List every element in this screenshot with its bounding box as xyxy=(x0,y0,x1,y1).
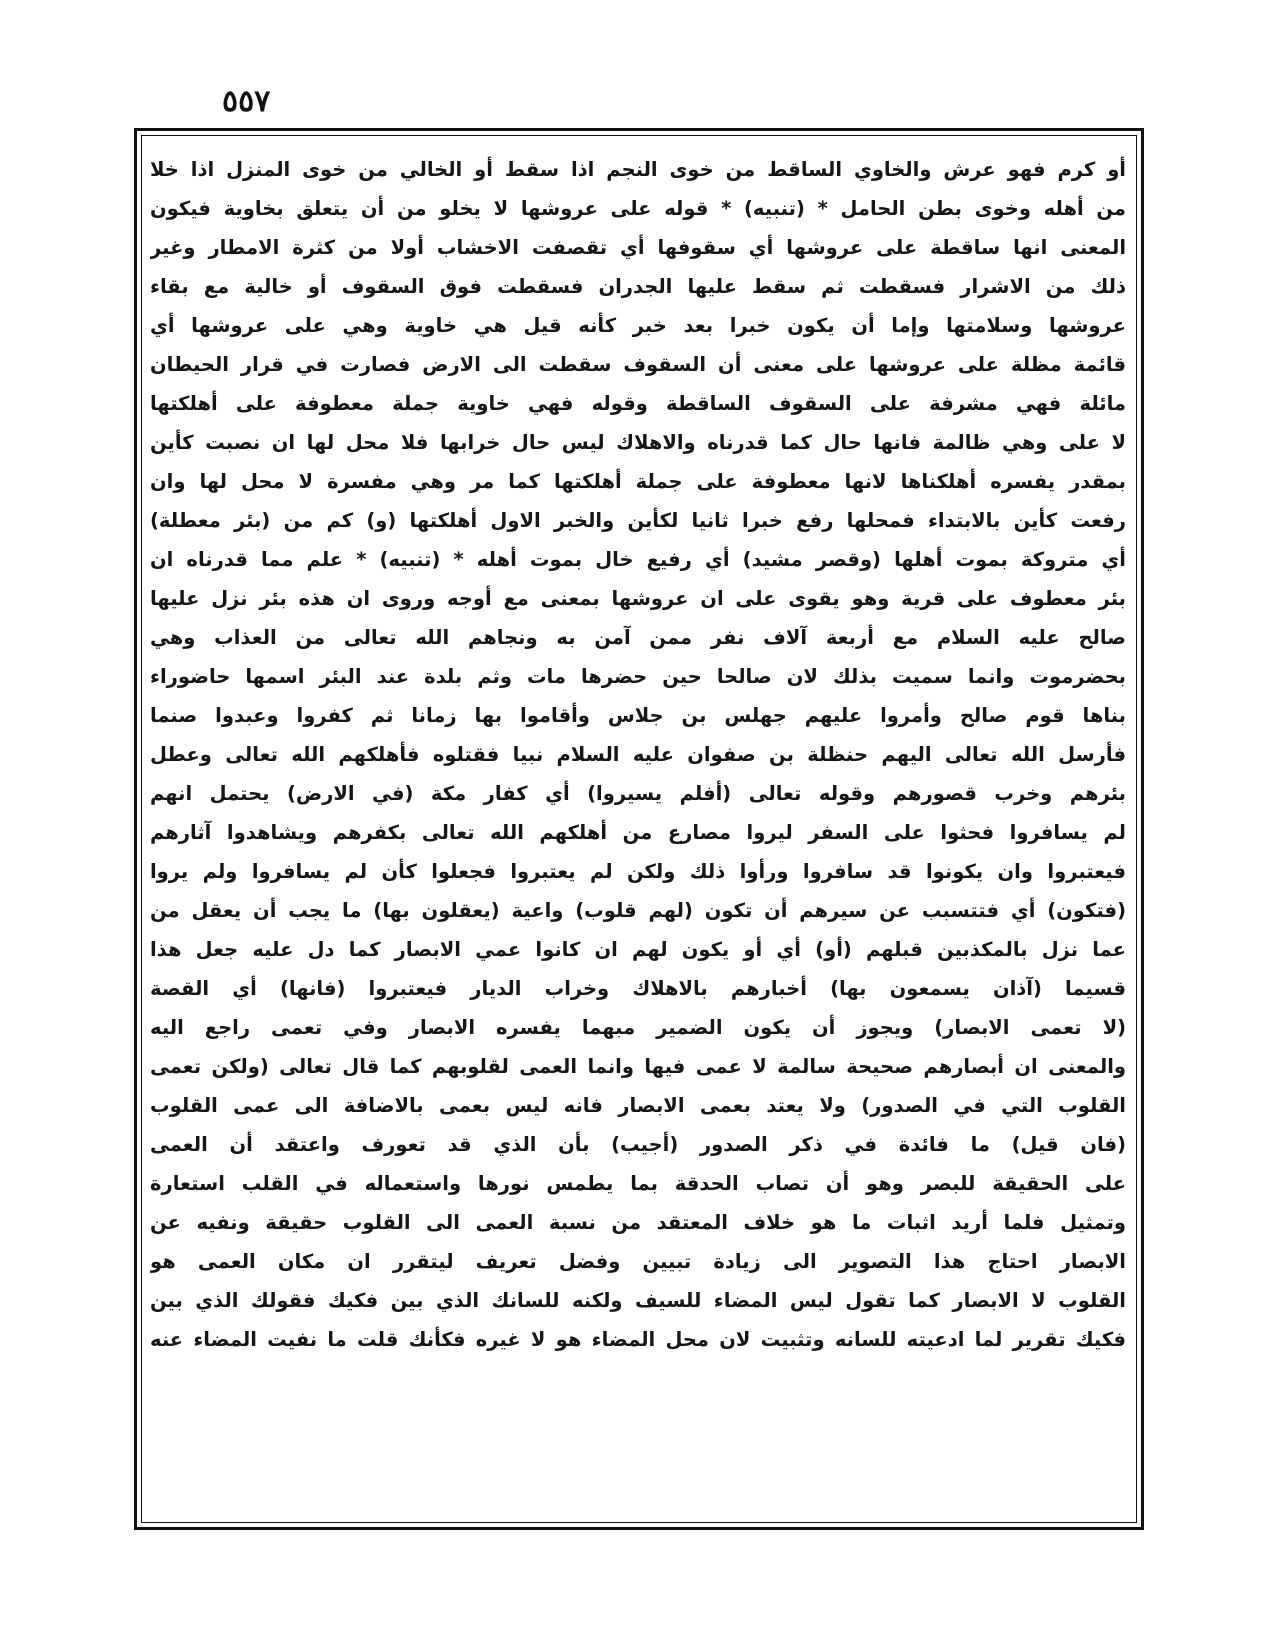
text-line: المعنى انها ساقطة على عروشها أي سقوفها أي تقصفت الاخشاب أولا من كثرة الامطار وغير xyxy=(150,236,1126,259)
text-line: بحضرموت وانما سميت بذلك لان صالحا حين حضرها مات وثم بلدة عند البئر اسمها حاضوراء xyxy=(150,665,1126,688)
text-line: بئر معطوف على قرية وهو يقوى على ان عروشها بمعنى مع أوجه وروى ان هذه بئر نزل عليها xyxy=(150,587,1126,610)
text-line: فيعتبروا وان يكونوا قد سافروا ورأوا ذلك ولكن لم يعتبروا فجعلوا كأن لم يسافروا ولم يروا xyxy=(150,860,1126,883)
text-line: فأرسل الله تعالى اليهم حنظلة بن صفوان عليه السلام نبيا فقتلوه فأهلكهم الله تعالى وعطل xyxy=(150,743,1126,766)
text-line: بمقدر يفسره أهلكناها لانها معطوفة على جملة أهلكتها كما مر وهي مفسرة لا محل لها وان xyxy=(150,470,1126,493)
text-line: قائمة مظلة على عروشها على معنى أن السقوف سقطت الى الارض فصارت في قرار الحيطان xyxy=(150,353,1126,376)
text-line: مائلة فهي مشرفة على السقوف الساقطة وقوله فهي خاوية جملة معطوفة على أهلكتها xyxy=(150,392,1126,415)
text-block xyxy=(150,150,1126,1520)
text-line: (لا تعمى الابصار) ويجوز أن يكون الضمير مبهما يفسره الابصار وفي تعمى راجع اليه xyxy=(150,1016,1126,1039)
text-line: لا على وهي ظالمة فانها حال كما قدرناه والاهلاك ليس حال خرابها فلا محل لها ان نصبت كأين xyxy=(150,431,1126,454)
text-line: قسيما (آذان يسمعون بها) أخبارهم بالاهلاك وخراب الديار فيعتبروا (فانها) أي القصة xyxy=(150,977,1126,1000)
text-line: أي متروكة بموت أهلها (وقصر مشيد) أي رفيع خال بموت أهله * (تنبيه) * علم مما قدرناه ان xyxy=(150,548,1126,571)
text-line: أو كرم فهو عرش والخاوي الساقط من خوى النجم اذا سقط أو الخالي من خوى المنزل اذا خلا xyxy=(150,158,1126,181)
text-line: بئرهم وخرب قصورهم وقوله تعالى (أفلم يسيروا) أي كفار مكة (في الارض) يحتمل انهم xyxy=(150,782,1126,805)
page-number: ٥٥٧ xyxy=(222,84,271,119)
text-line: والمعنى ان أبصارهم صحيحة سالمة لا عمى فيها وانما العمى لقلوبهم كما قال تعالى (ولكن تعمى xyxy=(150,1055,1126,1078)
text-line: لم يسافروا فحثوا على السفر ليروا مصارع من أهلكهم الله تعالى بكفرهم ويشاهدوا آثارهم xyxy=(150,821,1126,844)
text-line: ذلك من الاشرار فسقطت ثم سقط عليها الجدران فسقطت فوق السقوف أو خالية مع بقاء xyxy=(150,275,1126,298)
text-line: رفعت كأين بالابتداء فمحلها رفع خبرا ثانيا لكأين والخبر الاول أهلكتها (و) كم من (بئر معطلة) xyxy=(150,509,1126,532)
text-line: بناها قوم صالح وأمروا عليهم جهلس بن جلاس وأقاموا بها زمانا ثم كفروا وعبدوا صنما xyxy=(150,704,1126,727)
text-line: الابصار احتاج هذا التصوير الى زيادة تبيين وفضل تعريف ليتقرر ان مكان العمى هو xyxy=(150,1250,1126,1273)
text-line: صالح عليه السلام مع أربعة آلاف نفر ممن آمن به ونجاهم الله تعالى من العذاب وهي xyxy=(150,626,1126,649)
text-line: القلوب التي في الصدور) ولا يعتد بعمى الابصار فانه ليس بعمى بالاضافة الى عمى القلوب xyxy=(150,1094,1126,1117)
text-line: عروشها وسلامتها وإما أن يكون خبرا بعد خبر كأنه قيل هي خاوية وهي على عروشها أي xyxy=(150,314,1126,337)
text-line: وتمثيل فلما أريد اثبات ما هو خلاف المعتقد من نسبة العمى الى القلوب حقيقة ونفيه عن xyxy=(150,1211,1126,1234)
text-line: عما نزل بالمكذبين قبلهم (أو) أي أو يكون لهم ان كانوا عمي الابصار كما دل عليه جعل هذا xyxy=(150,938,1126,961)
text-line: من أهله وخوى بطن الحامل * (تنبيه) * قوله على عروشها لا يخلو من أن يتعلق بخاوية فيكون xyxy=(150,197,1126,220)
text-line: على الحقيقة للبصر وهو أن تصاب الحدقة بما يطمس نورها واستعماله في القلب استعارة xyxy=(150,1172,1126,1195)
text-line: (فتكون) أي فتتسبب عن سيرهم أن تكون (لهم قلوب) واعية (يعقلون بها) ما يجب أن يعقل من xyxy=(150,899,1126,922)
text-line: فكيك تقرير لما ادعيته للسانه وتثبيت لان محل المضاء هو لا غيره فكأنك قلت ما نفيت المضاء عنه xyxy=(150,1328,1126,1351)
text-line: (فان قيل) ما فائدة في ذكر الصدور (أجيب) بأن الذي قد تعورف واعتقد أن العمى xyxy=(150,1133,1126,1156)
text-line: القلوب لا الابصار كما تقول ليس المضاء للسيف ولكنه للسانك الذي بين فكيك فقولك الذي بين xyxy=(150,1289,1126,1312)
